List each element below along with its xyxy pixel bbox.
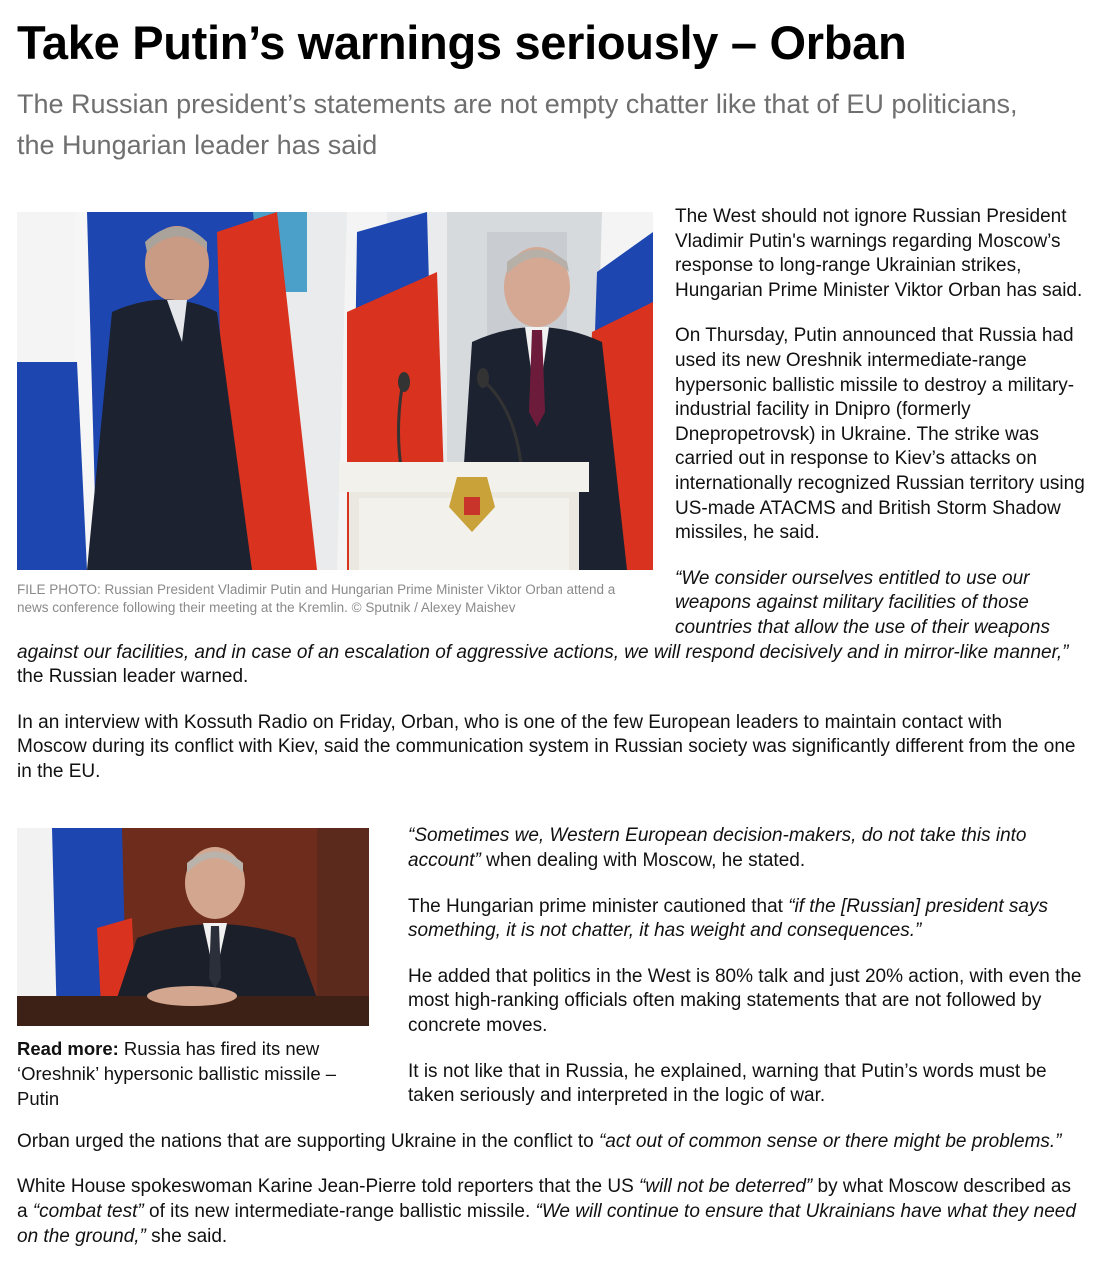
paragraph-4: In an interview with Kossuth Radio on Friday, Orban, who is one of the few European leaders to maintain contact with Moscow during its conflict with Kiev, said the communication system in Russian society was significantly different from the one in the EU. <box>17 711 1076 782</box>
flow-start-spacer <box>17 166 1096 205</box>
p10-quote-2: “combat test” <box>32 1201 144 1222</box>
read-more-text: Russia has fired its new ‘Oreshnik’ hypersonic ballistic missile – Putin <box>17 1038 337 1109</box>
paragraph-5-tail: when dealing with Moscow, he stated. <box>480 850 806 872</box>
main-photo-caption: FILE PHOTO: Russian President Vladimir Putin and Hungarian Prime Minister Viktor Orban attend a news conference following their meeting at the Kremlin. © Sputnik / Alexey Maishev <box>17 582 616 615</box>
p10-a: White House spokeswoman Karine Jean-Pierre told reporters that the US <box>17 1176 640 1198</box>
paragraph-7: He added that politics in the West is 80% talk and just 20% action, with even the most high-ranking officials often making statements that are not followed by concrete moves. <box>408 965 1082 1037</box>
paragraph-2: On Thursday, Putin announced that Russia had used its new Oreshnik intermediate-range hypersonic ballistic missile to destroy a military-industrial facility in Dnipro (formerly Dnepropetrovsk) in Ukraine. The strike was carried out in response to Kiev’s attacks on internationally recognized Russian territory using US-made ATACMS and British Storm Shadow missiles, he said. <box>675 325 1085 544</box>
main-photo[interactable] <box>17 212 653 570</box>
read-more-figure[interactable] <box>17 828 369 1111</box>
p10-d: she said. <box>145 1225 228 1247</box>
paragraph-9-head: Orban urged the nations that are supporting Ukraine in the conflict to <box>17 1130 599 1152</box>
paragraph-8: It is not like that in Russia, he explained, warning that Putin’s words must be taken seriously and interpreted in the logic of war. <box>408 1060 1047 1107</box>
article-subtitle: The Russian president’s statements are not empty chatter like that of EU politicians, the Hungarian leader has said <box>17 89 1018 160</box>
article-body <box>17 166 1096 1249</box>
kremlin-press-conference-image <box>17 212 653 570</box>
p10-c: of its new intermediate-range ballistic missile. <box>143 1201 536 1222</box>
paragraph-3-tail: the Russian leader warned. <box>17 666 249 688</box>
orban-quote-3: “act out of common sense or there might be problems.” <box>598 1130 1062 1152</box>
read-more-photo[interactable] <box>17 828 369 1026</box>
orban-quote-2: “if the [Russian] president says something, it is not chatter, it has weight and consequences.” <box>408 895 1048 942</box>
orban-quote-1: “Sometimes we, Western European decision-makers, do not take this into account” <box>408 825 1027 872</box>
putin-address-image <box>17 828 369 1026</box>
read-more-label: Read more: <box>17 1038 119 1060</box>
p10-b: by what Moscow described as a <box>17 1176 1071 1222</box>
putin-quote: “We consider ourselves entitled to use our weapons against military facilities of those countries that allow the use of their weapons against our facilities, and in case of an escalation of aggressive actions, we will respond decisively and in mirror-like manner,” <box>17 567 1069 663</box>
p10-quote-1: “will not be deterred” <box>639 1176 813 1198</box>
p10-quote-3: “We will continue to ensure that Ukrainians have what they need on the ground,” <box>17 1201 1076 1247</box>
paragraph-9 <box>17 1130 1096 1155</box>
paragraph-1: The West should not ignore Russian President Vladimir Putin's warnings regarding Moscow’s response to long-range Ukrainian strikes, Hungarian Prime Minister Viktor Orban has said. <box>675 206 1083 301</box>
section-spacer <box>17 805 1096 824</box>
main-figure <box>17 212 653 617</box>
read-more-link[interactable] <box>17 1037 369 1111</box>
article-title: Take Putin’s warnings seriously – Orban <box>17 16 907 69</box>
paragraph-6-head: The Hungarian prime minister cautioned that <box>408 895 789 917</box>
paragraph-10 <box>17 1175 1096 1249</box>
